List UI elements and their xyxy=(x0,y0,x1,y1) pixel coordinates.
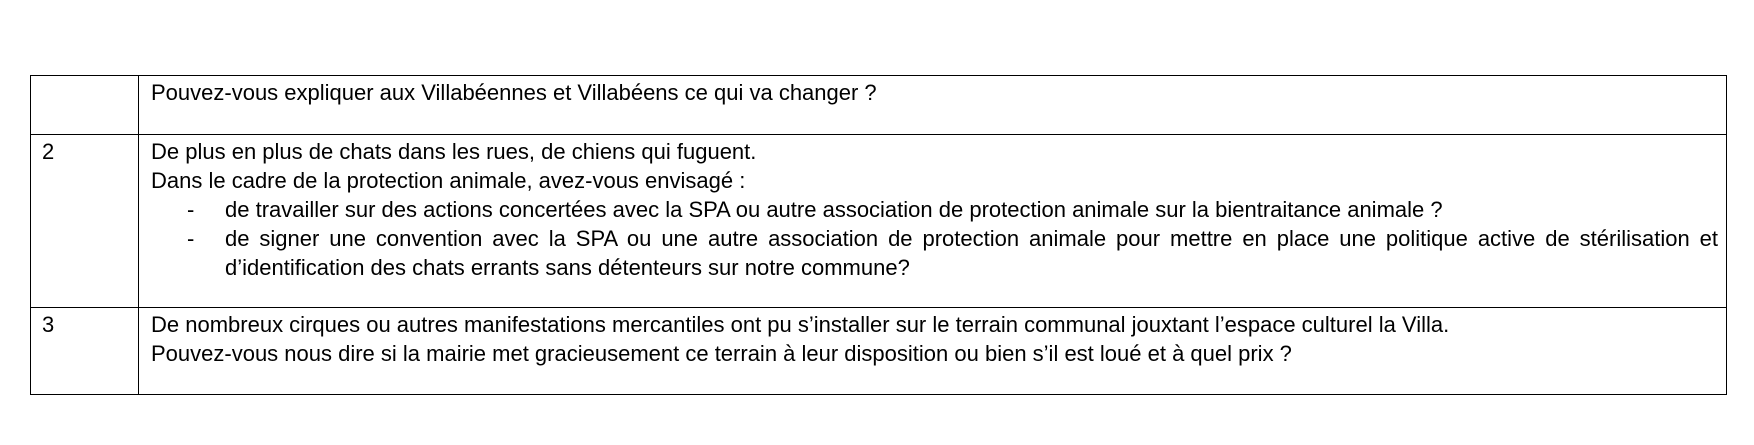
table-row xyxy=(31,135,1727,308)
question-text: De plus en plus de chats dans les rues, de chiens qui fuguent. xyxy=(151,139,757,164)
row-content xyxy=(139,308,1727,395)
dash-marker: - xyxy=(187,197,195,222)
row-number: 2 xyxy=(31,135,139,308)
row-number xyxy=(31,76,139,135)
questions-table xyxy=(30,75,1727,395)
bullet-list xyxy=(151,195,1718,282)
table-row xyxy=(31,308,1727,395)
question-text: De nombreux cirques ou autres manifestations mercantiles ont pu s’installer sur le terrain communal jouxtant l’espace culturel la Villa. xyxy=(151,312,1450,337)
table-row xyxy=(31,76,1727,135)
row-content xyxy=(139,76,1727,135)
list-item xyxy=(151,195,1718,224)
row-content xyxy=(139,135,1727,308)
bullet-text: de travailler sur des actions concertées avec la SPA ou autre association de protection animale sur la bientraitance animale ? xyxy=(225,197,1443,222)
bullet-text: de signer une convention avec la SPA ou une autre association de protection animale pour mettre en place une politique active de stérilisation et d’identification des chats errants sans détenteurs sur notre commune? xyxy=(225,226,1718,280)
list-item xyxy=(151,224,1718,282)
question-text: Pouvez-vous expliquer aux Villabéennes et Villabéens ce qui va changer ? xyxy=(151,80,877,105)
question-text: Pouvez-vous nous dire si la mairie met gracieusement ce terrain à leur disposition ou bien s’il est loué et à quel prix ? xyxy=(151,341,1292,366)
row-number: 3 xyxy=(31,308,139,395)
question-text: Dans le cadre de la protection animale, avez-vous envisagé : xyxy=(151,168,746,193)
dash-marker: - xyxy=(187,226,195,251)
